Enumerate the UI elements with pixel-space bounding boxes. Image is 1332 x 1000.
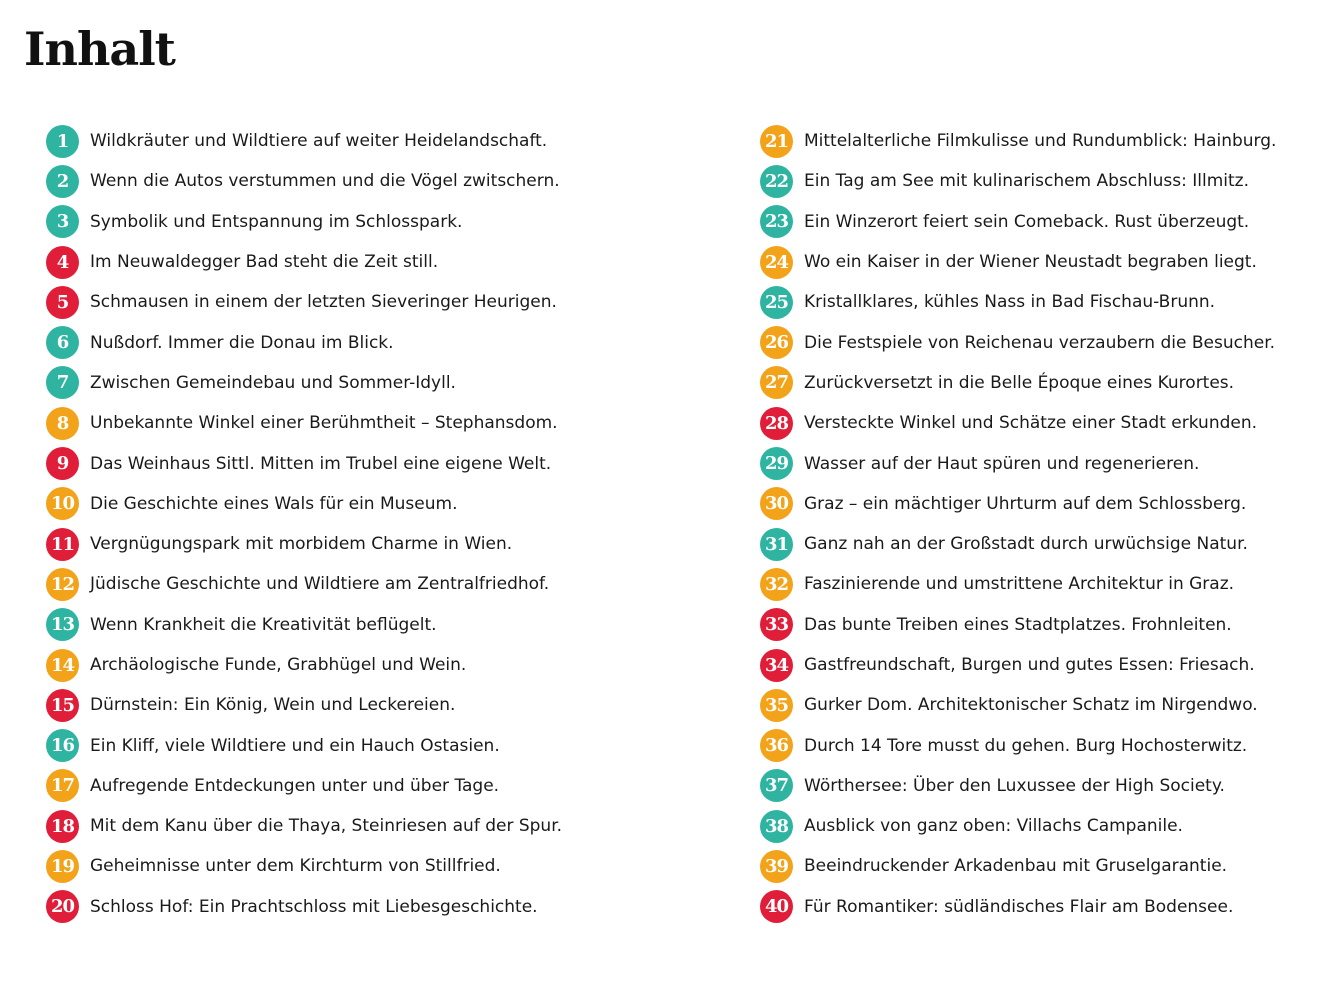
chapter-number-badge: 24 [760,246,793,279]
toc-entry [760,403,1320,443]
toc-entry [46,121,666,161]
chapter-title: Archäologische Funde, Grabhügel und Wein. [90,655,467,675]
toc-entry [46,282,666,322]
toc-entry [46,645,666,685]
chapter-number-badge: 17 [46,769,79,802]
chapter-number-badge: 16 [46,729,79,762]
toc-entry [46,766,666,806]
toc-entry [46,524,666,564]
chapter-number-badge: 11 [46,528,79,561]
toc-entry [46,564,666,604]
chapter-title: Durch 14 Tore musst du gehen. Burg Hochosterwitz. [804,735,1248,756]
chapter-title: Gastfreundschaft, Burgen und gutes Essen: Friesach. [804,655,1255,675]
chapter-number-badge: 30 [760,487,793,520]
toc-entry [760,202,1320,242]
chapter-number-badge: 28 [760,407,793,440]
chapter-title: Das Weinhaus Sittl. Mitten im Trubel eine eigene Welt. [90,453,552,474]
chapter-title: Kristallklares, kühles Nass in Bad Fischau-Brunn. [804,292,1216,313]
chapter-title: Im Neuwaldegger Bad steht die Zeit still. [90,252,439,273]
toc-entry [46,484,666,524]
chapter-number-badge: 6 [46,326,79,359]
chapter-number-badge: 22 [760,165,793,198]
page-title: Inhalt [24,22,175,76]
chapter-title: Beeindruckender Arkadenbau mit Gruselgarantie. [804,856,1228,877]
chapter-number-badge: 5 [46,286,79,319]
chapter-number-badge: 18 [46,810,79,843]
chapter-number-badge: 3 [46,205,79,238]
chapter-title: Zurückversetzt in die Belle Époque eines Kurortes. [804,372,1235,393]
chapter-title: Mit dem Kanu über die Thaya, Steinriesen auf der Spur. [90,816,563,837]
chapter-number-badge: 2 [46,165,79,198]
chapter-number-badge: 26 [760,326,793,359]
chapter-title: Symbolik und Entspannung im Schlosspark. [90,211,463,232]
chapter-number-badge: 12 [46,568,79,601]
toc-entry [46,403,666,443]
chapter-number-badge: 4 [46,246,79,279]
chapter-title: Vergnügungspark mit morbidem Charme in Wien. [90,534,513,555]
toc-entry [760,887,1320,927]
chapter-number-badge: 31 [760,528,793,561]
chapter-number-badge: 36 [760,729,793,762]
toc-entry [46,605,666,645]
toc-entry [760,363,1320,403]
chapter-title: Wasser auf der Haut spüren und regenerieren. [804,453,1200,474]
toc-entry [46,725,666,765]
toc-entry [46,363,666,403]
chapter-title: Gurker Dom. Architektonischer Schatz im Nirgendwo. [804,695,1258,716]
chapter-number-badge: 20 [46,890,79,923]
toc-entry [760,161,1320,201]
chapter-title: Graz – ein mächtiger Uhrturm auf dem Schlossberg. [804,493,1247,514]
toc-entry [760,564,1320,604]
chapter-title: Nußdorf. Immer die Donau im Blick. [90,332,394,353]
chapter-number-badge: 25 [760,286,793,319]
chapter-number-badge: 8 [46,407,79,440]
toc-entry [46,887,666,927]
toc-entry [46,806,666,846]
toc-entry [760,685,1320,725]
chapter-title: Schloss Hof: Ein Prachtschloss mit Liebesgeschichte. [90,896,538,917]
toc-column-left [46,121,666,927]
chapter-number-badge: 13 [46,608,79,641]
chapter-number-badge: 14 [46,649,79,682]
chapter-number-badge: 19 [46,850,79,883]
chapter-title: Schmausen in einem der letzten Sieveringer Heurigen. [90,292,557,313]
chapter-title: Wenn die Autos verstummen und die Vögel zwitschern. [90,171,560,192]
chapter-title: Unbekannte Winkel einer Berühmtheit – Stephansdom. [90,413,558,434]
chapter-number-badge: 39 [760,850,793,883]
chapter-title: Wörthersee: Über den Luxussee der High Society. [804,775,1225,796]
chapter-title: Das bunte Treiben eines Stadtplatzes. Frohnleiten. [804,614,1232,635]
chapter-title: Dürnstein: Ein König, Wein und Leckereien. [90,695,456,716]
toc-entry [760,524,1320,564]
chapter-title: Die Festspiele von Reichenau verzaubern die Besucher. [804,332,1276,353]
toc-entry [760,121,1320,161]
chapter-title: Ein Kliff, viele Wildtiere und ein Hauch Ostasien. [90,735,500,756]
chapter-title: Ausblick von ganz oben: Villachs Campanile. [804,816,1183,837]
toc-entry [760,322,1320,362]
chapter-number-badge: 38 [760,810,793,843]
toc-entry [760,806,1320,846]
chapter-number-badge: 27 [760,366,793,399]
toc-entry [760,725,1320,765]
toc-entry [760,846,1320,886]
toc-column-right [760,121,1320,927]
chapter-title: Versteckte Winkel und Schätze einer Stadt erkunden. [804,413,1258,434]
chapter-title: Aufregende Entdeckungen unter und über Tage. [90,775,500,796]
toc-entry [46,202,666,242]
toc-entry [46,161,666,201]
chapter-number-badge: 1 [46,125,79,158]
toc-entry [760,443,1320,483]
chapter-title: Für Romantiker: südländisches Flair am Bodensee. [804,896,1234,917]
chapter-title: Ganz nah an der Großstadt durch urwüchsige Natur. [804,534,1248,555]
chapter-number-badge: 37 [760,769,793,802]
chapter-number-badge: 9 [46,447,79,480]
chapter-number-badge: 33 [760,608,793,641]
chapter-number-badge: 40 [760,890,793,923]
chapter-title: Geheimnisse unter dem Kirchturm von Stillfried. [90,856,501,877]
toc-entry [760,645,1320,685]
toc-entry [46,443,666,483]
chapter-number-badge: 10 [46,487,79,520]
chapter-title: Die Geschichte eines Wals für ein Museum. [90,493,458,514]
toc-entry [760,242,1320,282]
chapter-number-badge: 29 [760,447,793,480]
toc-entry [760,282,1320,322]
chapter-title: Wildkräuter und Wildtiere auf weiter Heidelandschaft. [90,131,548,152]
chapter-number-badge: 34 [760,649,793,682]
toc-entry [46,685,666,725]
chapter-title: Wenn Krankheit die Kreativität beflügelt. [90,614,437,635]
chapter-title: Faszinierende und umstrittene Architektur in Graz. [804,574,1235,595]
toc-entry [46,242,666,282]
chapter-title: Ein Tag am See mit kulinarischem Abschluss: Illmitz. [804,171,1249,192]
chapter-title: Ein Winzerort feiert sein Comeback. Rust überzeugt. [804,211,1250,232]
chapter-number-badge: 32 [760,568,793,601]
toc-entry [760,484,1320,524]
chapter-number-badge: 15 [46,689,79,722]
toc-entry [760,605,1320,645]
chapter-number-badge: 23 [760,205,793,238]
toc-entry [46,846,666,886]
chapter-number-badge: 21 [760,125,793,158]
chapter-title: Jüdische Geschichte und Wildtiere am Zentralfriedhof. [90,574,550,595]
toc-entry [760,766,1320,806]
chapter-title: Wo ein Kaiser in der Wiener Neustadt begraben liegt. [804,252,1257,273]
chapter-title: Zwischen Gemeindebau und Sommer-Idyll. [90,372,456,393]
chapter-title: Mittelalterliche Filmkulisse und Rundumblick: Hainburg. [804,131,1277,152]
chapter-number-badge: 35 [760,689,793,722]
chapter-number-badge: 7 [46,366,79,399]
toc-entry [46,322,666,362]
